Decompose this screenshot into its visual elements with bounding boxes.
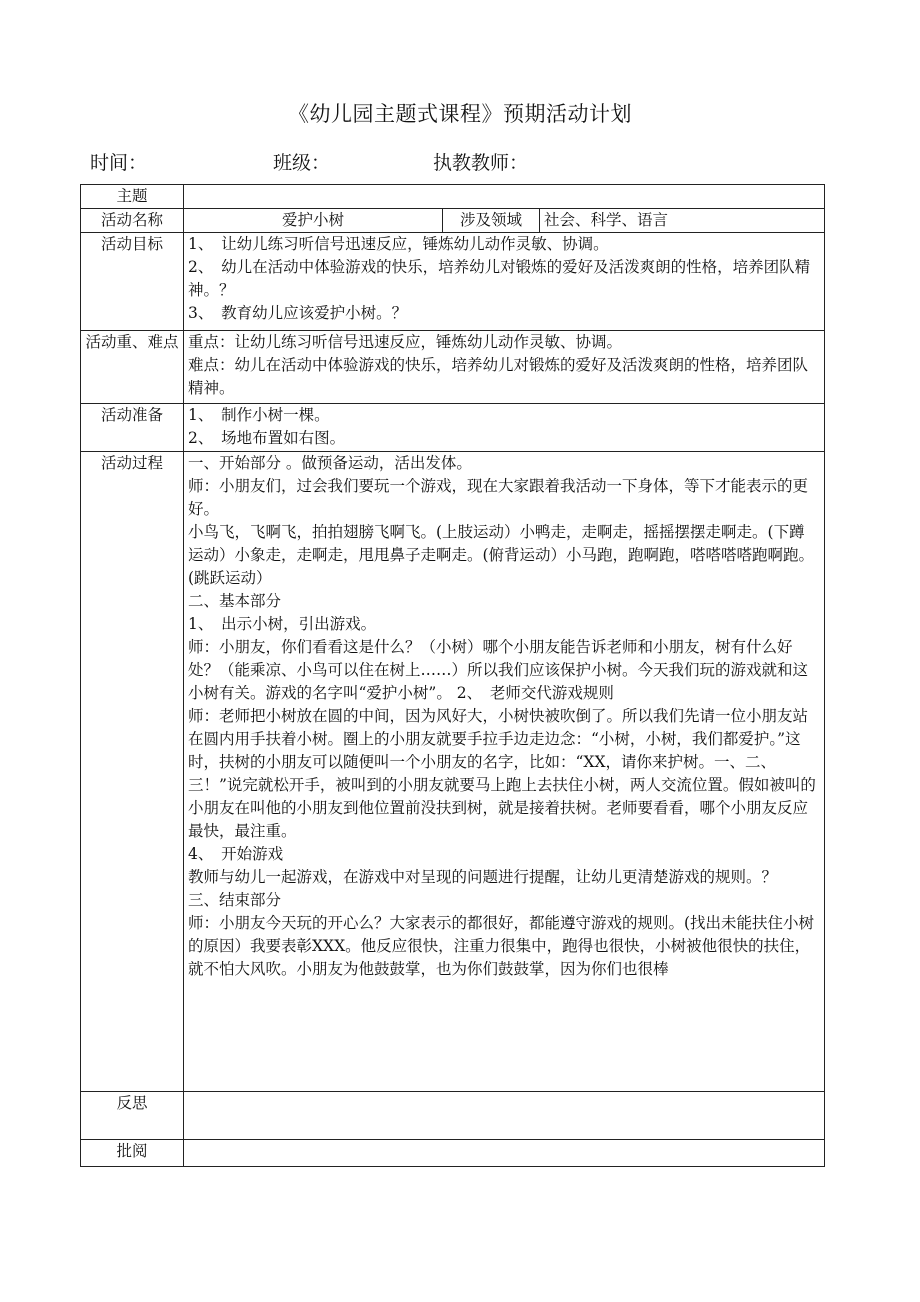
row-review (81, 1140, 825, 1167)
activity-name-value: 爱护小树 (184, 209, 443, 233)
row-goals (81, 233, 825, 331)
row-keypoints (81, 331, 825, 404)
keypoint-item: 重点：让幼儿练习听信号迅速反应，锤炼幼儿动作灵敏、协调。 (188, 333, 623, 351)
prep-label: 活动准备 (81, 404, 184, 452)
goal-item: 1、 让幼儿练习听信号迅速反应，锤炼幼儿动作灵敏、协调。 (188, 235, 609, 253)
review-value (184, 1140, 825, 1167)
time-label: 时间： (90, 152, 148, 174)
theme-label: 主题 (81, 185, 184, 209)
keypoint-item: 难点：幼儿在活动中体验游戏的快乐，培养幼儿对锻炼的爱好及活泼爽朗的性格，培养团队精神。 (188, 356, 809, 397)
prep-content (184, 404, 825, 452)
process-paragraph: 三、结束部分 (188, 891, 282, 909)
process-paragraph: 师：小朋友今天玩的开心么？大家表示的都很好，都能遵守游戏的规则。(找出未能扶住小树的原因）我要表彰XXX。他反应很快，注重力很集中，跑得也很快，小树被他很快的扶住，就不怕大风吹。小朋友为他鼓鼓掌，也为你们鼓鼓掌，因为你们也很棒 (188, 914, 815, 978)
reflection-value (184, 1092, 825, 1140)
class-label: 班级： (273, 152, 331, 174)
process-content (184, 452, 825, 1092)
domain-value: 社会、科学、语言 (540, 209, 825, 233)
domain-label: 涉及领域 (443, 209, 540, 233)
process-paragraph: 教师与幼儿一起游戏，在游戏中对呈现的问题进行提醒，让幼儿更清楚游戏的规则。？ (188, 868, 778, 886)
review-label: 批阅 (81, 1140, 184, 1167)
theme-value (184, 185, 825, 209)
row-activity-name (81, 209, 825, 233)
prep-item: 2、 场地布置如右图。 (188, 429, 346, 447)
page-title: 《幼儿园主题式课程》预期活动计划 (288, 102, 632, 126)
process-paragraph: 师：小朋友们，过会我们要玩一个游戏，现在大家跟着我活动一下身体，等下才能表示的更好。 (188, 477, 809, 518)
process-paragraph: 小鸟飞，飞啊飞，拍拍翅膀飞啊飞。(上肢运动）小鸭走，走啊走，摇摇摆摆走啊走。(下蹲运动）小象走，走啊走，甩甩鼻子走啊走。(俯背运动）小马跑，跑啊跑，嗒嗒嗒嗒跑啊跑。(跳跃运动） (188, 523, 815, 587)
row-prep (81, 404, 825, 452)
goal-item: 2、 幼儿在活动中体验游戏的快乐，培养幼儿对锻炼的爱好及活泼爽朗的性格，培养团队精神。？ (188, 258, 811, 299)
goals-label: 活动目标 (81, 233, 184, 331)
prep-item: 1、 制作小树一棵。 (188, 406, 330, 424)
row-reflection (81, 1092, 825, 1140)
row-theme (81, 185, 825, 209)
keypoints-label: 活动重、难点 (81, 331, 184, 404)
process-paragraph: 师：老师把小树放在圆的中间，因为风好大，小树快被吹倒了。所以我们先请一位小朋友站在圆内用手扶着小树。圈上的小朋友就要手拉手边走边念：“小树，小树，我们都爱护。”这时，扶树的小朋友可以随便叫一个小朋友的名字，比如：“XX，请你来护树。一、二、三！”说完就松开手，被叫到的小朋友就要马上跑上去扶住小树，两人交流位置。假如被叫的小朋友在叫他的小朋友到他位置前没扶到树，就是接着扶树。老师要看看，哪个小朋友反应最快，最注重。 (188, 707, 816, 840)
goals-content (184, 233, 825, 331)
activity-name-label: 活动名称 (81, 209, 184, 233)
reflection-label: 反思 (81, 1092, 184, 1140)
row-process (81, 452, 825, 1092)
keypoints-content (184, 331, 825, 404)
plan-table (80, 184, 825, 1167)
process-paragraph: 一、开始部分 。做预备运动，活出发体。 (188, 454, 472, 472)
process-paragraph: 4、 开始游戏 (188, 845, 284, 863)
process-paragraph: 1、 出示小树，引出游戏。 (188, 615, 377, 633)
process-paragraph: 二、基本部分 (188, 592, 282, 610)
teacher-label: 执教教师： (433, 152, 529, 174)
goal-item: 3、 教育幼儿应该爱护小树。？ (188, 304, 408, 322)
process-paragraph: 师：小朋友，你们看看这是什么？（小树）哪个小朋友能告诉老师和小朋友，树有什么好处？（能乘凉、小鸟可以住在树上……）所以我们应该保护小树。今天我们玩的游戏就和这小树有关。游戏的名字叫“爱护小树”。 2、 老师交代游戏规则 (188, 638, 809, 702)
process-label: 活动过程 (81, 452, 184, 1092)
